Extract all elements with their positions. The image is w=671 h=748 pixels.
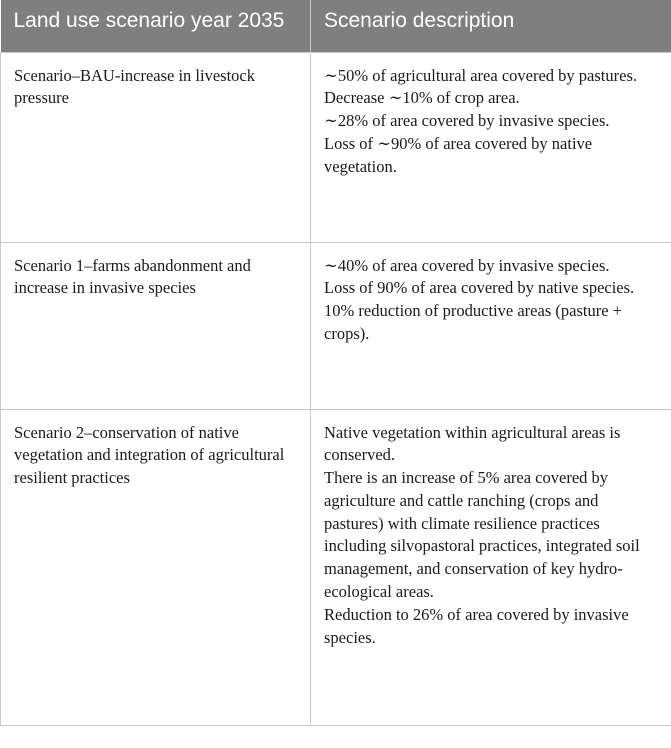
description-line: Reduction to 26% of area covered by invasive species. — [324, 604, 629, 647]
description-line: ∼50% of agricultural area covered by pastures. — [324, 65, 637, 85]
header-row — [1, 0, 671, 52]
scenario-name-cell: Scenario 2–conservation of native vegetation and integration of agricultural resilient practices — [1, 409, 311, 725]
description-line: There is an increase of 5% area covered by agriculture and cattle ranching (crops and pastures) with climate resilience practices including silvopastoral practices, integrated soil management, and conservation of key hydro-ecological areas. — [324, 468, 640, 602]
scenario-name-cell: Scenario–BAU-increase in livestock pressure — [1, 52, 311, 242]
description-line: 10% reduction of productive areas (pasture + crops). — [324, 301, 622, 343]
description-line: Loss of 90% of area covered by native species. — [324, 278, 635, 298]
description-line: Decrease ∼10% of crop area. — [324, 88, 520, 108]
header-land-use-scenario: Land use scenario year 2035 — [1, 0, 311, 52]
scenario-description-cell — [311, 242, 671, 409]
description-line: ∼28% of area covered by invasive species. — [324, 111, 610, 131]
table-row — [1, 52, 671, 242]
description-line: Native vegetation within agricultural areas is conserved. — [324, 422, 621, 465]
scenario-description-cell — [311, 52, 671, 242]
table-row — [1, 409, 671, 725]
description-line: ∼40% of area covered by invasive species. — [324, 255, 610, 275]
scenario-description-cell — [311, 409, 671, 725]
description-line: Loss of ∼90% of area covered by native vegetation. — [324, 133, 593, 176]
header-scenario-description: Scenario description — [311, 0, 671, 52]
table-row — [1, 242, 671, 409]
scenario-name-cell: Scenario 1–farms abandonment and increase in invasive species — [1, 242, 311, 409]
